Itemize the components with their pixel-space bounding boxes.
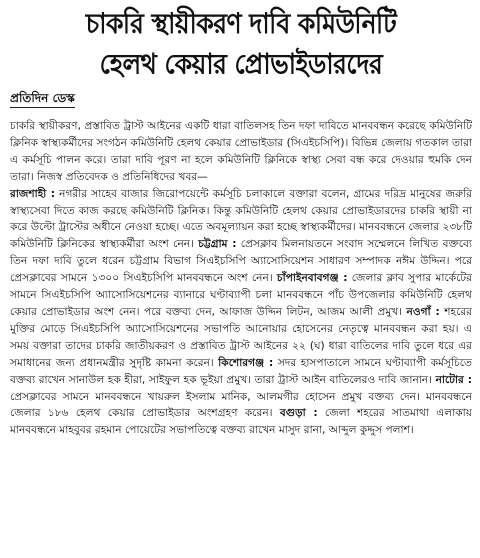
location-kishoreganj: কিশোরগঞ্জ : xyxy=(218,356,274,369)
location-bogura: বগুড়া : xyxy=(279,407,318,420)
report-chattogram: প্রেসক্লাব মিলনায়তনে সংবাদ সম্মেলনে লিখিত বক্তব্যে তিন দফা দাবি তুলে ধরেন চট্টগ্রাম বিভাগ সিএইচসিপি অ্যাসোসিয়েশন সাধারণ সম্পাদক নঈম উদ্দিন। পরে প্রেসক্লাবের সামনে ১৩০০ সিএইচসিপি মানববন্ধনে অংশ নেন। xyxy=(10,238,472,285)
article-body xyxy=(10,118,472,439)
headline-line-2: হেলথ কেয়ার প্রোভাইডারদের xyxy=(99,47,383,81)
report-naogaon: শহরের মুক্তির মোড়ে সিএইচসিপি অ্যাসোসিয়েশনের সভাপতি আনোয়ার হোসেনের নেতৃত্বে মানববন্ধন করা হয়। এ সময় বক্তারা তাদের চাকরি জাতীয়করণ ও প্রস্তাবিত ট্রাস্ট আইনের ২২ (ঘ) ধারা বাতিলের দাবি তুলে ধরে এর সমাধানের জন্য প্রধানমন্ত্রীর সুদৃষ্টি কামনা করেন। xyxy=(10,305,472,369)
location-chapainawabganj: চাঁপাইনবাবগঞ্জ : xyxy=(276,272,348,285)
headline-line-1: চাকরি স্থায়ীকরণ দাবি কমিউনিটি xyxy=(85,7,397,40)
byline: প্রতিদিন ডেস্ক xyxy=(10,90,75,108)
intro-text: চাকরি স্থায়ীকরণ, প্রস্তাবিত ট্রাস্ট আইনের একটি ধারা বাতিলসহ তিন দফা দাবিতে মানববন্ধন করেছে কমিউনিটি ক্লিনিক স্বাস্থ্যকর্মীদের সংগঠন কমিউনিটি হেলথ কেয়ার প্রোভাইডার (সিএইচসিপি)। বিভিন্ন জেলায় গতকাল তারা এ কর্মসূচি পালন করে। তারা দাবি পূরণ না হলে কমিউনিটি ক্লিনিকে স্বাস্থ্য সেবা বন্ধ করে দেওয়ার হুমকি দেন তারা। নিজস্ব প্রতিবেদক ও প্রতিনিধিদের খবর— xyxy=(10,120,472,183)
report-bogura: জেলা শহরের সাতমাথা এলাকায় মানববন্ধনে মাহবুবর রহমান পোয়েটের সভাপতিত্বে বক্তব্য রাখেন মাসুদ রানা, আব্দুল কুদ্দুস পলাশ। xyxy=(10,407,472,437)
report-paragraph xyxy=(10,186,472,440)
report-natore: প্রেসক্লাবের সামনে মানববন্ধনে খায়রুল ইসলাম মানিক, আলমগীর হোসেন প্রমুখ বক্তব্য দেন। মানববন্ধনে জেলার ১৮৬ হেলথ কেয়ার প্রোভাইডার অংশগ্রহণ করেন। xyxy=(10,390,472,420)
report-kishoreganj: সদর হাসপাতালে সামনে ঘণ্টাব্যাপী কর্মসূচিতে বক্তব্য রাখেন সানাউল হক হীরা, সাইফুল হক ভূইয়া প্রমুখ। তারা ট্রাস্ট আইন বাতিলেরও দাবি জানান। xyxy=(10,356,472,386)
report-chapainawabganj: জেলার ক্লাব সুপার মার্কেটের সামনে সিএইচসিপি অ্যাসোসিয়েশনের ব্যানারে ঘণ্টাব্যাপী চলা মানববন্ধনে পাঁচ উপজেলার কমিউনিটি হেলথ কেয়ার প্রোভাইডার অংশ নেন। পরে বক্তব্য দেন, আফাজ উদ্দিন লিটন, আজম আলী প্রমুখ। xyxy=(10,272,472,318)
article-headline xyxy=(10,4,472,85)
location-naogaon: নওগাঁ : xyxy=(406,305,440,318)
report-rajshahi: নগরীর সাহেব বাজার জিরোপয়েন্টে কর্মসূচি চলাকালে বক্তারা বলেন, গ্রামের দরিদ্র মানুষের জরুরি স্বাস্থ্যসেবা দিতে কাজ করছে কমিউনিটি ক্লিনিক। কিন্তু কমিউনিটি হেলথ কেয়ার প্রোভাইডারদের চাকরি স্থায়ী না করে উল্টো ট্রাস্টের অধীনে নেওয়া হচ্ছে। এতে অবমূল্যায়ন করা হচ্ছে স্বাস্থ্যকর্মীদের। মানববন্ধনে জেলার ২৩৮টি কমিউনিটি ক্লিনিকের স্বাস্থ্যকর্মীরা অংশ নেন। xyxy=(10,187,472,251)
intro-paragraph xyxy=(10,118,472,186)
location-rajshahi: রাজশাহী : xyxy=(10,187,56,200)
location-chattogram: চট্টগ্রাম : xyxy=(198,238,237,251)
location-natore: নাটোর : xyxy=(435,373,473,386)
